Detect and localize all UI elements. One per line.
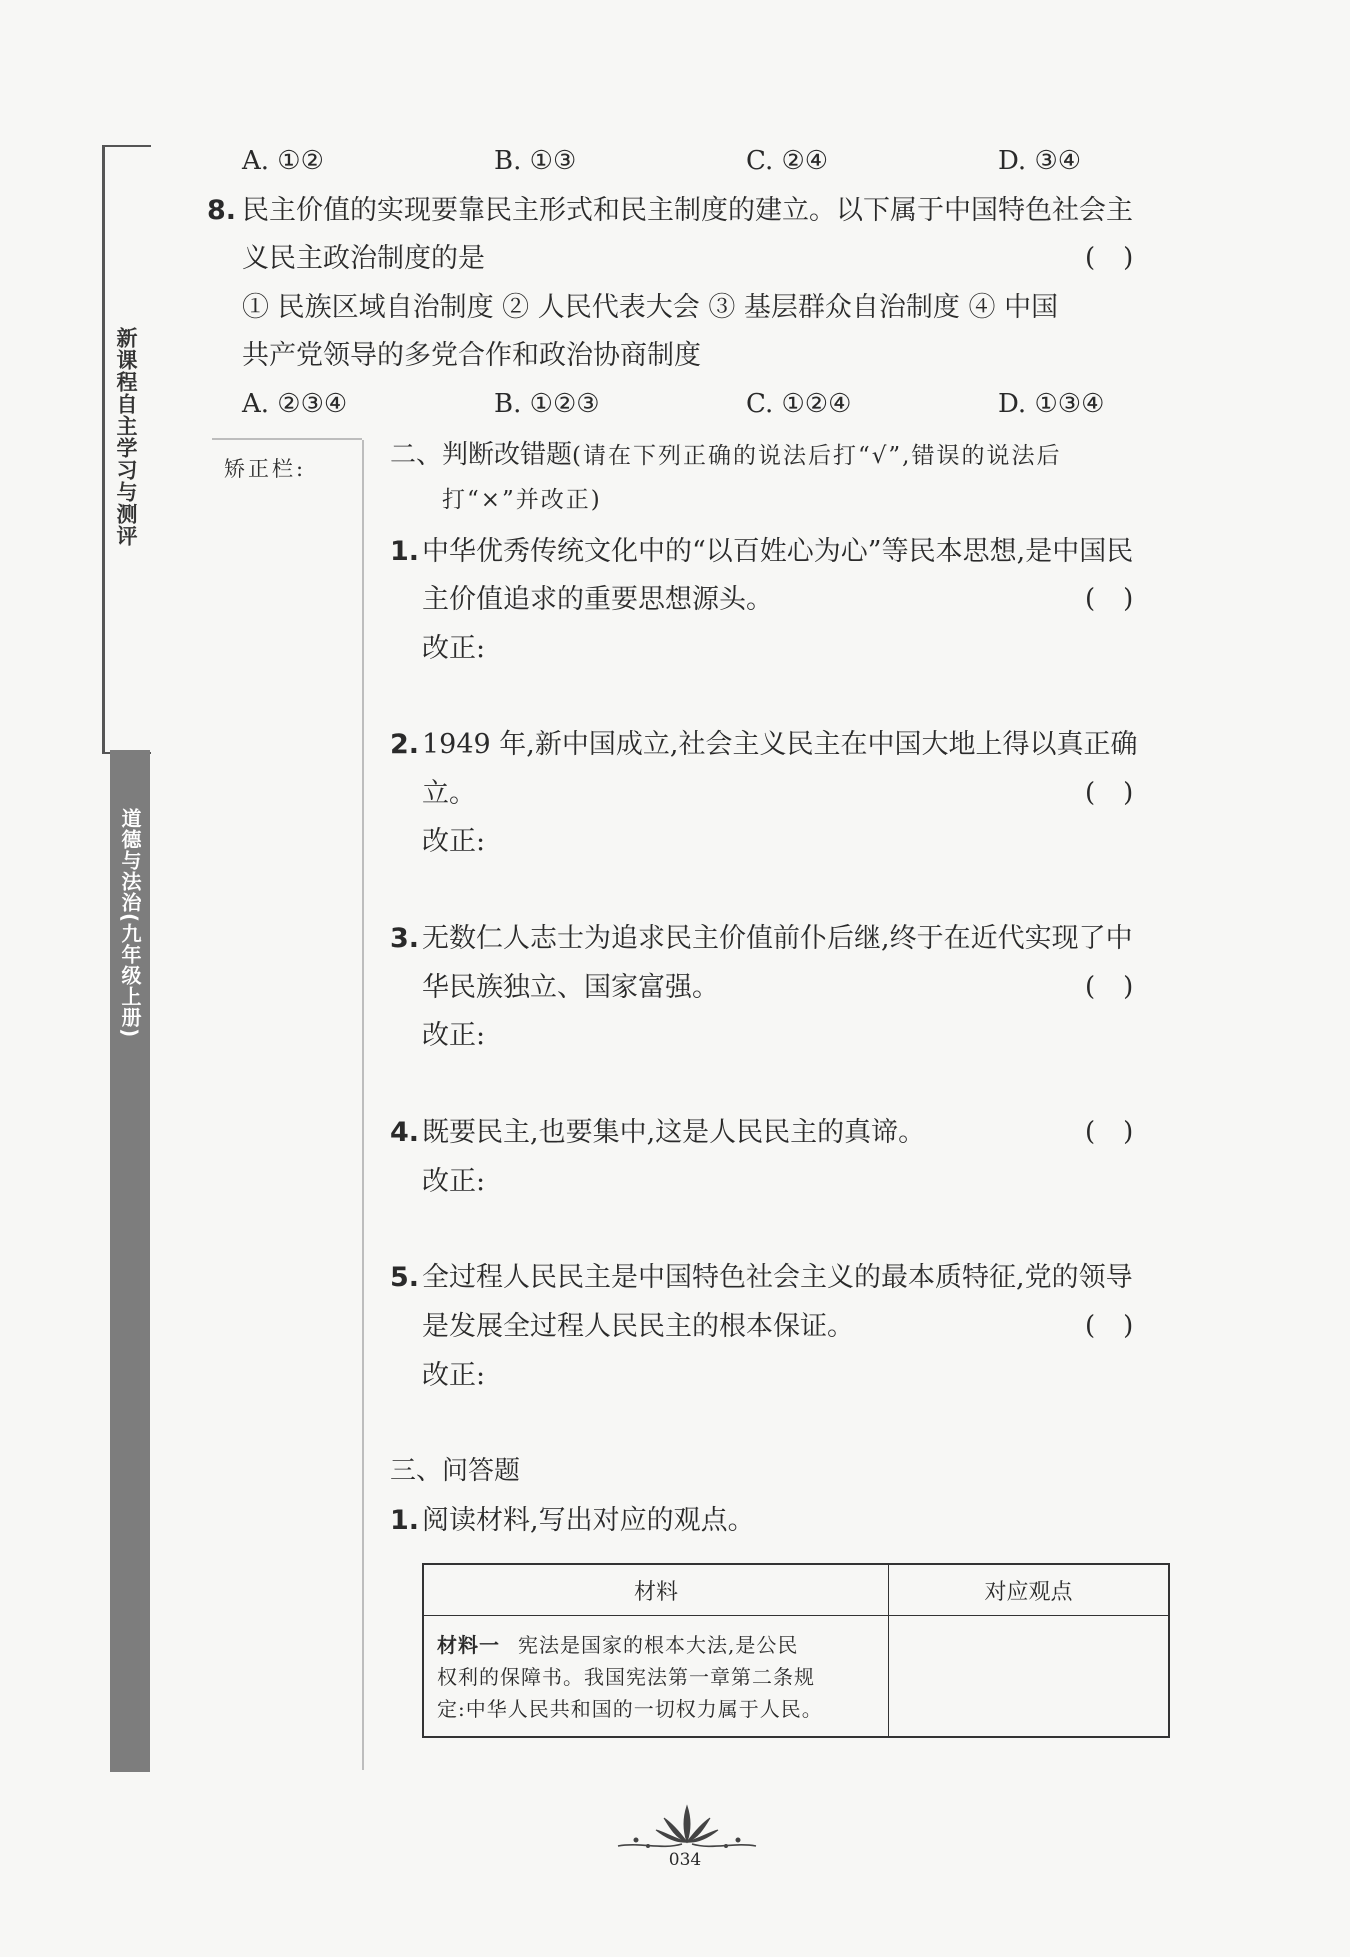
- material-line-3: 定:中华人民共和国的一切权力属于人民。: [437, 1697, 823, 1721]
- q8-option-c: C. ①②④: [746, 389, 852, 419]
- q8-line-3: ① 民族区域自治制度 ② 人民代表大会 ③ 基层群众自治制度 ④ 中国: [242, 292, 1059, 323]
- book-title: 新课程自主学习与测评: [114, 327, 138, 547]
- judge-item-5-line-2: 是发展全过程人民民主的根本保证。: [422, 1311, 854, 1342]
- q8-option-a: A. ②③④: [242, 389, 348, 419]
- judge-item-2-line-2: 立。: [422, 778, 476, 809]
- section-2-instruction-1: (请在下列正确的说法后打“√”,错误的说法后: [572, 443, 1062, 469]
- section-2-instruction-2: 打“×”并改正): [442, 487, 602, 513]
- judge-item-2-number: 2.: [390, 729, 420, 760]
- subject-title: 道德与法治(九年级上册): [118, 808, 142, 1039]
- decorative-flourish-icon: [612, 1800, 762, 1854]
- judge-item-5-number: 5.: [390, 1262, 420, 1293]
- judge-item-4-number: 4.: [390, 1117, 420, 1148]
- judge-item-5-line-1: 全过程人民民主是中国特色社会主义的最本质特征,党的领导: [422, 1262, 1133, 1293]
- judge-item-4-paren: (): [1085, 1117, 1162, 1147]
- q8-answer-paren: (): [1085, 243, 1162, 273]
- q7-option-b: B. ①③: [494, 146, 577, 176]
- section-2-heading: [390, 441, 1061, 468]
- q8-line-2: 义民主政治制度的是: [242, 243, 485, 274]
- material-line-1: 宪法是国家的根本大法,是公民: [518, 1633, 799, 1657]
- q8-line-1: 民主价值的实现要靠民主形式和民主制度的建立。以下属于中国特色社会主: [242, 195, 1133, 226]
- correction-column-rule: [362, 440, 364, 1770]
- judge-item-1-correction: 改正:: [422, 633, 486, 664]
- q8-option-d: D. ①③④: [998, 389, 1105, 419]
- q8-line-4: 共产党领导的多党合作和政治协商制度: [242, 340, 701, 371]
- material-table: [422, 1563, 1170, 1738]
- judge-item-1-line-1: 中华优秀传统文化中的“以百姓心为心”等民本思想,是中国民: [422, 536, 1134, 567]
- material-cell: [423, 1616, 889, 1738]
- q7-option-c: C. ②④: [746, 146, 829, 176]
- judge-item-5-paren: (): [1085, 1311, 1162, 1341]
- correction-column-label: 矫正栏:: [224, 457, 307, 481]
- table-header-material: 材料: [423, 1564, 889, 1616]
- section-2-title: 二、判断改错题: [390, 440, 573, 470]
- q8-option-b: B. ①②③: [494, 389, 600, 419]
- q7-option-a: A. ①②: [242, 146, 324, 176]
- q8-number: 8.: [207, 195, 237, 226]
- side-tab-subject: [110, 750, 150, 1772]
- judge-item-2-paren: (): [1085, 778, 1162, 808]
- judge-item-4-line-1: 既要民主,也要集中,这是人民民主的真谛。: [422, 1117, 926, 1148]
- judge-item-3-number: 3.: [390, 923, 420, 954]
- judge-item-3-paren: (): [1085, 972, 1162, 1002]
- judge-item-3-correction: 改正:: [422, 1020, 486, 1051]
- correction-column-top-rule: [212, 438, 362, 440]
- judge-item-3-line-1: 无数仁人志士为追求民主价值前仆后继,终于在近代实现了中: [422, 923, 1133, 954]
- essay-q1-text: 阅读材料,写出对应的观点。: [422, 1505, 755, 1536]
- judge-item-2-correction: 改正:: [422, 826, 486, 857]
- judge-item-1-paren: (): [1085, 584, 1162, 614]
- material-label: 材料一: [437, 1633, 500, 1657]
- viewpoint-answer-cell[interactable]: [889, 1616, 1170, 1738]
- material-line-2: 权利的保障书。我国宪法第一章第二条规: [437, 1665, 815, 1689]
- table-header-viewpoint: 对应观点: [889, 1564, 1170, 1616]
- judge-item-3-line-2: 华民族独立、国家富强。: [422, 972, 719, 1003]
- section-3-title: 三、问答题: [390, 1456, 521, 1486]
- page-number: 034: [668, 1850, 702, 1870]
- essay-q1-number: 1.: [390, 1505, 420, 1536]
- judge-item-4-correction: 改正:: [422, 1166, 486, 1197]
- q7-option-d: D. ③④: [998, 146, 1082, 176]
- judge-item-1-line-2: 主价值追求的重要思想源头。: [422, 584, 773, 615]
- judge-item-5-correction: 改正:: [422, 1360, 486, 1391]
- judge-item-1-number: 1.: [390, 536, 420, 567]
- side-tab-book-title: [102, 145, 151, 754]
- judge-item-2-line-1: 1949 年,新中国成立,社会主义民主在中国大地上得以真正确: [422, 729, 1138, 760]
